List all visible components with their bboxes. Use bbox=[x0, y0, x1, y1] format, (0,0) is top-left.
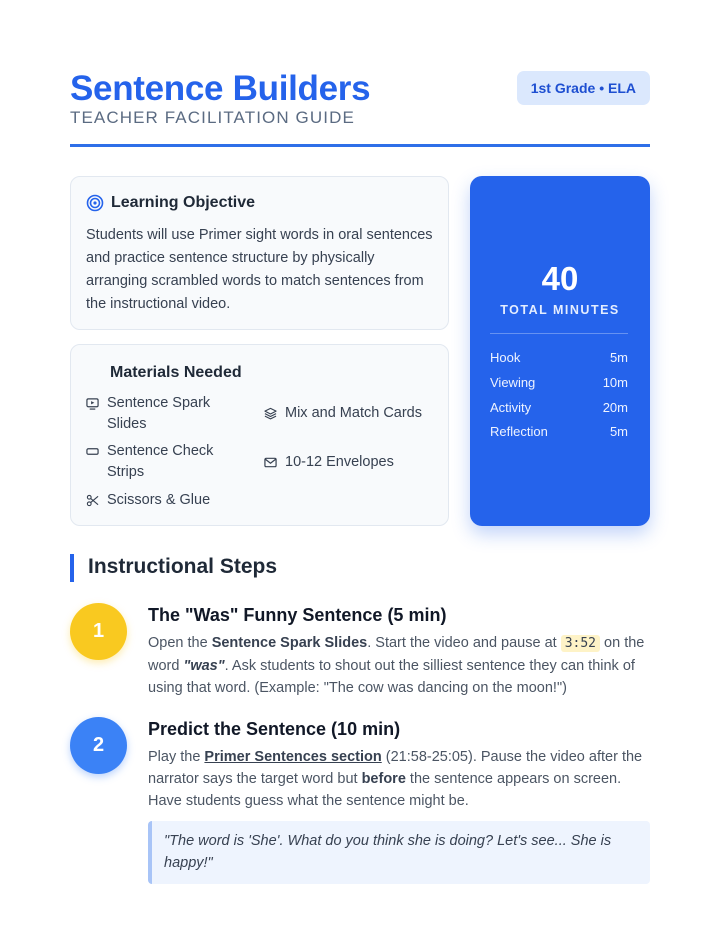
materials-title: Materials Needed bbox=[110, 364, 242, 381]
page-title: Sentence Builders bbox=[70, 69, 371, 108]
envelope-icon bbox=[264, 456, 277, 469]
step-text-run: Play the bbox=[148, 749, 205, 765]
materials-card bbox=[70, 344, 449, 526]
step-text-run: on the word bbox=[148, 635, 645, 674]
step-number-badge: 2 bbox=[70, 717, 127, 774]
step-text-run: . Start the video and pause at bbox=[367, 635, 561, 651]
emphasis-word: before bbox=[361, 771, 406, 787]
time-summary-card bbox=[470, 176, 650, 526]
step-description bbox=[148, 632, 650, 699]
time-row-label: Viewing bbox=[490, 375, 536, 390]
time-row bbox=[490, 375, 628, 390]
material-label: Mix and Match Cards bbox=[285, 405, 422, 421]
objective-text: Students will use Primer sight words in oral sentences and practice sentence structure by physically arranging scrambled words to match sentences from the instructional video. bbox=[86, 227, 433, 312]
material-item bbox=[86, 393, 246, 435]
material-item bbox=[86, 441, 246, 483]
time-row-value: 20m bbox=[602, 400, 628, 415]
time-row bbox=[490, 400, 628, 415]
presentation-icon bbox=[86, 397, 99, 410]
material-label: Sentence Spark Slides bbox=[107, 395, 211, 432]
time-row-value: 10m bbox=[602, 375, 628, 390]
page bbox=[70, 0, 650, 932]
step-title: Predict the Sentence (10 min) bbox=[148, 719, 401, 739]
strip-icon bbox=[86, 445, 99, 458]
layers-icon bbox=[264, 407, 277, 420]
time-row-value: 5m bbox=[609, 424, 628, 439]
material-label: 10-12 Envelopes bbox=[285, 454, 394, 470]
target-icon bbox=[86, 194, 104, 212]
material-label: Scissors & Glue bbox=[107, 492, 211, 508]
step-number-badge: 1 bbox=[70, 603, 127, 660]
step-text-run: the sentence appears on screen. Have students guess what the sentence might be. bbox=[148, 771, 622, 809]
step-text-run: (21:58-25:05). Pause the video after the narrator says the target word but bbox=[148, 749, 643, 787]
material-reference: Sentence Spark Slides bbox=[211, 635, 368, 651]
step-text-run: . Ask students to shout out the silliest sentence they can think of using that word. (Example: "The cow was dancing on the moon!") bbox=[148, 658, 635, 696]
example-quote: "The word is 'She'. What do you think she is doing? Let's see... She is happy!" bbox=[148, 821, 650, 884]
grade-badge: 1st Grade • ELA bbox=[517, 71, 650, 105]
material-item bbox=[264, 403, 444, 424]
learning-objective-card bbox=[70, 176, 449, 330]
objective-header bbox=[86, 194, 255, 212]
time-row bbox=[490, 350, 628, 365]
time-divider bbox=[490, 333, 628, 334]
time-row-label: Reflection bbox=[490, 424, 548, 439]
material-item bbox=[264, 452, 444, 473]
time-row-value: 5m bbox=[609, 350, 628, 365]
total-minutes-label: TOTAL MINUTES bbox=[500, 303, 620, 317]
timestamp-code: 3:52 bbox=[561, 635, 600, 652]
time-row-label: Activity bbox=[490, 400, 532, 415]
time-row bbox=[490, 424, 628, 439]
section-link[interactable]: Primer Sentences section bbox=[204, 749, 382, 765]
scissors-icon bbox=[86, 494, 99, 507]
time-row-label: Hook bbox=[490, 350, 521, 365]
step-description bbox=[148, 746, 650, 812]
page-subtitle: TEACHER FACILITATION GUIDE bbox=[70, 108, 355, 127]
step-title: The "Was" Funny Sentence (5 min) bbox=[148, 605, 447, 625]
material-label: Sentence Check Strips bbox=[107, 443, 214, 480]
section-title: Instructional Steps bbox=[88, 555, 278, 578]
target-word: "was" bbox=[183, 658, 225, 674]
step-text-run: Open the bbox=[148, 635, 212, 651]
header-divider bbox=[70, 144, 650, 147]
total-minutes: 40 bbox=[541, 260, 579, 297]
material-item bbox=[86, 490, 266, 511]
objective-title: Learning Objective bbox=[111, 194, 256, 211]
section-accent-bar bbox=[70, 554, 74, 582]
